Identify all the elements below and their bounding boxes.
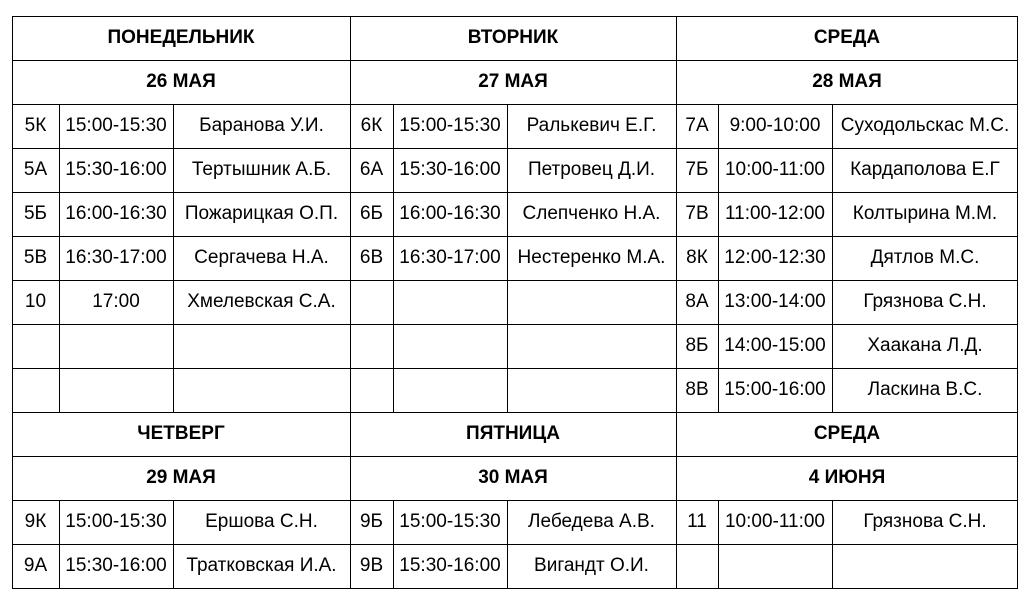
time-cell: 12:00-12:30 bbox=[724, 247, 826, 268]
class-cell: 7Б bbox=[685, 159, 709, 180]
class-cell bbox=[350, 280, 393, 324]
class-cell: 5А bbox=[23, 159, 48, 180]
day-name: ПОНЕДЕЛЬНИК bbox=[107, 27, 255, 48]
time-cell: 14:00-15:00 bbox=[724, 335, 826, 356]
class-cell: 6Б bbox=[359, 203, 384, 224]
table-bottom-border bbox=[12, 588, 1018, 589]
day-date: 27 МАЯ bbox=[478, 71, 548, 92]
time-cell: 15:30-16:00 bbox=[399, 555, 501, 576]
teacher-cell: Лебедева А.В. bbox=[528, 511, 655, 532]
time-cell: 15:00-15:30 bbox=[65, 511, 167, 532]
day-name: ЧЕТВЕРГ bbox=[137, 423, 225, 444]
teacher-cell: Сергачева Н.А. bbox=[194, 247, 329, 268]
schedule-table bbox=[12, 16, 1018, 590]
class-cell: 9В bbox=[359, 555, 384, 576]
class-cell: 6К bbox=[360, 115, 383, 136]
teacher-cell: Грязнова С.Н. bbox=[863, 511, 987, 532]
class-cell: 5Б bbox=[23, 203, 48, 224]
class-cell: 9Б bbox=[359, 511, 384, 532]
class-cell: 10 bbox=[24, 291, 47, 312]
time-cell: 10:00-11:00 bbox=[724, 159, 825, 180]
teacher-cell bbox=[507, 368, 676, 412]
class-cell: 7В bbox=[685, 203, 709, 224]
teacher-cell bbox=[507, 324, 676, 368]
teacher-cell: Хаакана Л.Д. bbox=[867, 335, 983, 356]
day-date: 30 МАЯ bbox=[478, 467, 548, 488]
time-cell: 16:30-17:00 bbox=[399, 247, 501, 268]
day-name: ПЯТНИЦА bbox=[466, 423, 560, 444]
time-cell: 13:00-14:00 bbox=[724, 291, 826, 312]
time-cell: 16:30-17:00 bbox=[65, 247, 167, 268]
class-cell: 6В bbox=[359, 247, 384, 268]
class-cell bbox=[676, 544, 718, 588]
time-cell: 10:00-11:00 bbox=[724, 511, 825, 532]
time-cell: 9:00-10:00 bbox=[729, 115, 821, 136]
teacher-cell: Нестеренко М.А. bbox=[517, 247, 666, 268]
class-cell: 8Б bbox=[685, 335, 709, 356]
teacher-cell: Колтырина М.М. bbox=[852, 203, 998, 224]
day-name: ВТОРНИК bbox=[467, 27, 559, 48]
time-cell: 17:00 bbox=[92, 291, 140, 312]
teacher-cell: Петровец Д.И. bbox=[527, 159, 656, 180]
time-cell: 15:30-16:00 bbox=[65, 159, 167, 180]
time-cell: 15:30-16:00 bbox=[65, 555, 167, 576]
class-cell: 9К bbox=[24, 511, 47, 532]
time-cell: 16:00-16:30 bbox=[65, 203, 167, 224]
teacher-cell: Ралькевич Е.Г. bbox=[526, 115, 657, 136]
time-cell: 15:00-15:30 bbox=[399, 511, 501, 532]
class-cell bbox=[12, 368, 59, 412]
time-cell bbox=[393, 280, 507, 324]
class-cell: 5К bbox=[24, 115, 47, 136]
teacher-cell: Хмелевская С.А. bbox=[187, 291, 336, 312]
class-cell: 9А bbox=[23, 555, 48, 576]
teacher-cell bbox=[173, 368, 350, 412]
class-cell: 8В bbox=[685, 379, 709, 400]
class-cell: 7А bbox=[685, 115, 709, 136]
time-cell bbox=[59, 324, 173, 368]
class-cell bbox=[350, 324, 393, 368]
time-cell: 11:00-12:00 bbox=[724, 203, 825, 224]
class-cell bbox=[350, 368, 393, 412]
teacher-cell bbox=[173, 324, 350, 368]
class-cell: 11 bbox=[687, 511, 707, 532]
teacher-cell: Баранова У.И. bbox=[199, 115, 324, 136]
class-cell: 8А bbox=[685, 291, 709, 312]
teacher-cell bbox=[832, 544, 1018, 588]
teacher-cell: Тертышник А.Б. bbox=[191, 159, 332, 180]
day-date: 26 МАЯ bbox=[146, 71, 216, 92]
time-cell: 16:00-16:30 bbox=[399, 203, 501, 224]
teacher-cell: Ласкина В.С. bbox=[867, 379, 983, 400]
time-cell bbox=[718, 544, 832, 588]
day-date: 28 МАЯ bbox=[812, 71, 882, 92]
class-cell: 6А bbox=[359, 159, 384, 180]
time-cell: 15:30-16:00 bbox=[399, 159, 501, 180]
teacher-cell bbox=[507, 280, 676, 324]
teacher-cell: Грязнова С.Н. bbox=[863, 291, 987, 312]
teacher-cell: Тратковская И.А. bbox=[186, 555, 337, 576]
teacher-cell: Пожарицкая О.П. bbox=[184, 203, 339, 224]
teacher-cell: Кардаполова Е.Г bbox=[850, 159, 1000, 180]
day-date: 4 ИЮНЯ bbox=[808, 467, 886, 488]
teacher-cell: Ершова С.Н. bbox=[205, 511, 318, 532]
teacher-cell: Суходольскас М.С. bbox=[840, 115, 1010, 136]
time-cell: 15:00-15:30 bbox=[65, 115, 167, 136]
class-cell: 8К bbox=[686, 247, 708, 268]
day-name: СРЕДА bbox=[813, 27, 881, 48]
class-cell bbox=[12, 324, 59, 368]
teacher-cell: Слепченко Н.А. bbox=[522, 203, 661, 224]
time-cell bbox=[393, 324, 507, 368]
class-cell: 5В bbox=[23, 247, 48, 268]
time-cell: 15:00-16:00 bbox=[724, 379, 826, 400]
day-date: 29 МАЯ bbox=[146, 467, 216, 488]
teacher-cell: Вигандт О.И. bbox=[534, 555, 649, 576]
day-name: СРЕДА bbox=[813, 423, 881, 444]
time-cell bbox=[59, 368, 173, 412]
time-cell: 15:00-15:30 bbox=[399, 115, 501, 136]
time-cell bbox=[393, 368, 507, 412]
teacher-cell: Дятлов М.С. bbox=[870, 247, 980, 268]
